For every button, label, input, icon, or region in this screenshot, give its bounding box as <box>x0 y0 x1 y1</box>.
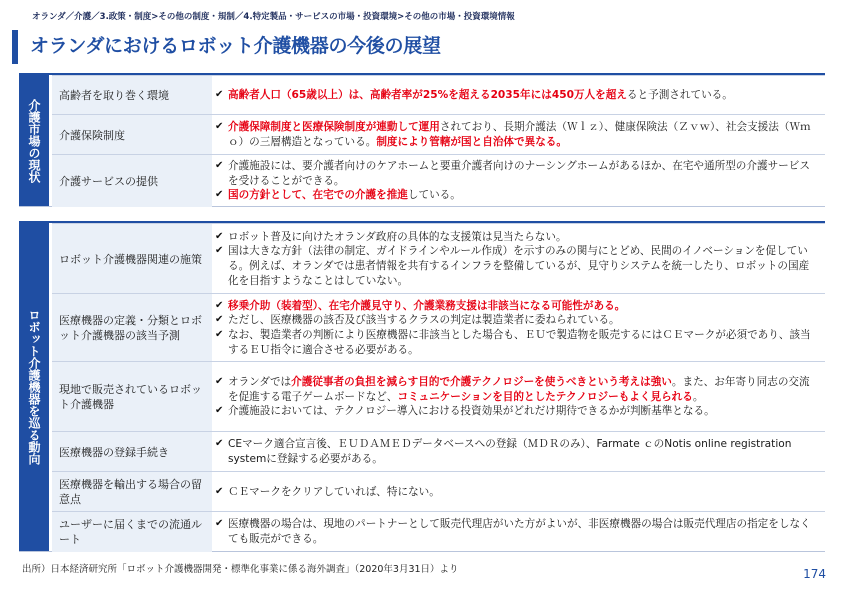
source-footnote: 出所）日本経済研究所「ロボット介護機器開発・標準化事業に係る海外調査」（2020年3月31日）より <box>22 564 459 575</box>
section-robot-trends <box>19 221 825 552</box>
row-label: 医療機器を輸出する場合の留意点 <box>52 472 212 512</box>
body-text: されており、長期介護法（Ｗｌｚ）、健康保険法（Ｚｖｗ）、社会支援法（Ｗｍｏ）の三層構造となっている。 <box>228 121 811 148</box>
highlighted-text: 介護保障制度と医療保険制度が連動して運用 <box>228 121 440 134</box>
row-label: ユーザーに届くまでの流通ルート <box>52 512 212 552</box>
row-label: 医療機器の登録手続き <box>52 432 212 472</box>
table-row <box>52 75 825 115</box>
row-content <box>215 512 819 552</box>
body-text: 。 <box>692 390 704 403</box>
row-label: 高齢者を取り巻く環境 <box>52 76 212 115</box>
bullet <box>215 159 819 188</box>
body-text: 。また、お年寄り同志の交流を促進する電子ゲームボードなど、 <box>228 376 810 403</box>
bullet <box>215 517 819 546</box>
body-text: 国は大きな方針（法律の制定、ガイドラインやルール作成）を示すのみの関与にとどめ、民間のイノベーションを促している。例えば、オランダでは患者情報を共有するインフラを整備しているが、見守りシステムを統一したり、ロボットの国産化を目指すようなことはしていない。 <box>228 245 810 287</box>
section-label: ロボット介護機器を巡る動向 <box>19 223 49 551</box>
table-row <box>52 154 825 207</box>
bullet <box>215 313 819 328</box>
body-text: CEマーク適合宣言後、ＥＵＤＡＭＥＤデータベースへの登録（ＭＤＲのみ）、Farmate ｃのNotis online registration systemに登録する必要がある。 <box>228 438 792 465</box>
body-text: している。 <box>407 189 461 202</box>
bullet <box>215 404 819 419</box>
bullet <box>215 244 819 288</box>
body-text: 介護施設においては、テクノロジー導入における投資効果がどれだけ期待できるかが判断基準となる。 <box>228 405 715 418</box>
body-text: ただし、医療機器の該否及び該当するクラスの判定は製造業者に委ねられている。 <box>228 314 620 327</box>
body-text: オランダでは <box>228 376 292 389</box>
bullet <box>215 230 819 245</box>
table-row <box>52 361 825 432</box>
section-care-market <box>19 73 825 207</box>
bullet <box>215 328 819 357</box>
breadcrumb: オランダ／介護／3.政策・制度>その他の制度・規制／4.特定製品・サービスの市場・投資環境>その他の市場・投資環境情報 <box>32 12 515 22</box>
table-row <box>52 431 825 472</box>
body-text: 医療機器の場合は、現地のパートナーとして販売代理店がいた方がよいが、非医療機器の場合は販売代理店の指定をしなくても販売ができる。 <box>228 518 811 545</box>
row-content <box>215 224 819 294</box>
body-text: ロボット普及に向けたオランダ政府の具体的な支援策は見当たらない。 <box>228 230 567 243</box>
highlighted-text: 制度により管轄が国と自治体で異なる。 <box>376 136 567 148</box>
page-number: 174 <box>803 567 826 581</box>
bullet <box>215 375 819 404</box>
row-content <box>215 362 819 432</box>
highlighted-text: 国の方針として、在宅での介護を推進 <box>228 189 408 202</box>
highlighted-text: 高齢者人口（65歳以上）は、高齢者率が25%を超える2035年には450万人を超え <box>228 89 627 102</box>
body-text: ると予測されている。 <box>626 89 733 102</box>
row-label: ロボット介護機器関連の施策 <box>52 224 212 294</box>
bullet <box>215 299 819 314</box>
row-content <box>215 472 819 512</box>
body-text: なお、製造業者の判断により医療機器に非該当とした場合も、ＥＵで製造物を販売するにはＣＥマークが必須であり、該当するＥＵ指令に適合させる必要がある。 <box>228 329 811 356</box>
row-label: 介護サービスの提供 <box>52 155 212 207</box>
page-title: オランダにおけるロボット介護機器の今後の展望 <box>30 35 441 57</box>
section-label: 介護市場の現状 <box>19 75 49 206</box>
row-content <box>215 115 819 155</box>
bullet <box>215 88 819 103</box>
bullet <box>215 437 819 466</box>
title-accent-bar <box>12 30 18 64</box>
highlighted-text: 介護従事者の負担を減らす目的で介護テクノロジーを使うべきという考えは強い <box>291 376 672 389</box>
body-text: 介護施設には、要介護者向けのケアホームと要重介護者向けのナーシングホームがあるほか、在宅や通所型の介護サービスを受けることができる。 <box>228 160 810 187</box>
bullet <box>215 485 819 500</box>
table-row <box>52 511 825 552</box>
row-content <box>215 155 819 207</box>
highlighted-text: コミュニケーションを目的としたテクノロジーもよく見られる <box>397 390 693 403</box>
row-content <box>215 294 819 362</box>
row-label: 医療機器の定義・分類とロボット介護機器の該当予測 <box>52 294 212 362</box>
body-text: ＣＥマークをクリアしていれば、特にない。 <box>228 485 440 498</box>
table-row <box>52 114 825 155</box>
row-content <box>215 76 819 115</box>
table-row <box>52 223 825 294</box>
table-row <box>52 471 825 512</box>
table-row <box>52 293 825 362</box>
row-content <box>215 432 819 472</box>
row-label: 現地で販売されているロボット介護機器 <box>52 362 212 432</box>
row-label: 介護保険制度 <box>52 115 212 155</box>
highlighted-text: 移乗介助（装着型）、在宅介護見守り、介護業務支援は非該当になる可能性がある。 <box>228 299 626 312</box>
bullet <box>215 120 819 149</box>
bullet <box>215 188 819 203</box>
